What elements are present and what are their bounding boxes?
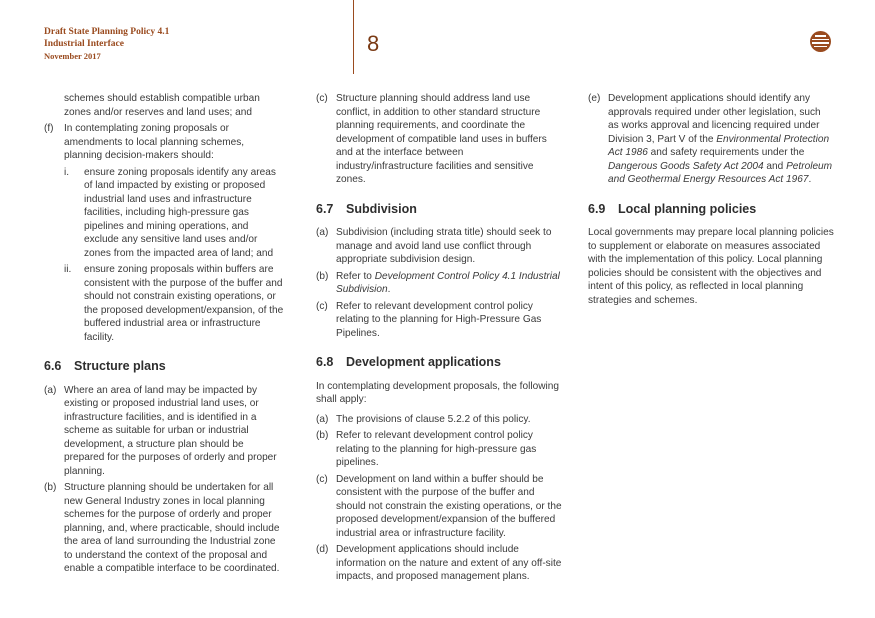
list-item <box>316 226 562 267</box>
list-label: (b) <box>316 430 329 441</box>
list-label: (a) <box>316 227 329 238</box>
list-item-continuation: schemes should establish compatible urban zones and/or reserves and land uses; and <box>64 93 260 118</box>
list-item <box>316 92 562 187</box>
section-title: Development applications <box>346 355 501 369</box>
section-title: Local planning policies <box>618 201 757 216</box>
column-1 <box>44 92 284 579</box>
list-text: ensure zoning proposals identify any areas of land impacted by existing or proposed industrial land uses and infrastructure facilities, including high-pressure gas pipelines and mining operations, and exclude any sensitive land uses and/or zones from the impacted area of land; and <box>84 166 276 259</box>
page-number: 8 <box>367 31 380 56</box>
list-label: (a) <box>316 413 329 425</box>
document-header <box>44 26 169 62</box>
sub-list-item <box>64 263 284 344</box>
list-text: Structure planning should be undertaken for all new General Industry zones in local planning schemes for the purpose of orderly and proper planning, and, where practicable, should include the area of land surrounding the Industrial zone to understand the context of the proposal and enable a compatible interface to be coordinated. <box>64 482 280 574</box>
section-heading <box>588 203 834 217</box>
list-text: Structure planning should address land use conflict, in addition to other standard structure planning requirements, and coordinate the development of compatible land uses in buffers and at the interface between industry/infrastructure facilities and sensitive zones. <box>336 93 547 185</box>
paragraph: Local governments may prepare local planning policies to supplement or elaborate on measures associated with the implementation of this policy. Local planning policies should be consistent with the objectives and intent of this policy, as reflected in local planning strategies and schemes. <box>588 227 834 306</box>
list-text: Development on land within a buffer should be consistent with the purpose of the buffer and should not constrain the existing operations, or the proposed development/expansion of the buffered industrial area or infrastructure facility. <box>336 473 562 539</box>
act-reference: Dangerous Goods Safety Act 2004 <box>608 160 764 172</box>
section-number: 6.9 <box>588 201 606 216</box>
text-run: Development applications should identify any approvals required under other legislation, such as works approval and licencing required under Division 3, Part V of the <box>608 93 821 145</box>
list-text: Development applications should include information on the nature and extent of any off-site impacts, and proposed management plans. <box>336 544 562 582</box>
paragraph: In contemplating development proposals, the following shall apply: <box>316 380 559 405</box>
list-item <box>316 413 562 427</box>
list-label: (e) <box>588 93 601 104</box>
list-label: (d) <box>316 544 329 555</box>
list-text <box>608 92 834 187</box>
list-text: ensure zoning proposals within buffers are consistent with the purpose of the buffer and should not constrain existing operations, or the proposed development/expansion, of the buffered industrial area or infrastructure facility. <box>84 264 284 343</box>
list-text: Refer to relevant development control policy relating to the planning for High-Pressure Gas Pipelines. <box>336 300 542 339</box>
document-date: November 2017 <box>44 51 101 61</box>
section-heading <box>316 203 562 217</box>
policy-reference: Development Control Policy 4.1 Industrial Subdivision <box>336 270 560 295</box>
list-label: (c) <box>316 93 328 104</box>
list-label: ii. <box>64 264 72 275</box>
list-item <box>588 92 834 187</box>
list-text: Where an area of land may be impacted by existing or proposed industrial land uses, or infrastructure facilities, and is identified in a scheme as suitable for urban or industrial development, a structure plan should be prepared for the purposes of orderly and proper planning. <box>64 384 277 477</box>
list-item <box>316 543 562 584</box>
list-label: i. <box>64 166 70 178</box>
sub-list-item <box>64 166 284 261</box>
list-text: In contemplating zoning proposals or amendments to local planning schemes, planning decision-makers should: <box>64 123 245 161</box>
text-run: . <box>808 174 812 185</box>
column-3 <box>588 92 834 313</box>
section-title: Subdivision <box>346 201 417 216</box>
section-number: 6.8 <box>316 355 334 369</box>
list-text: Subdivision (including strata title) should seek to manage and avoid land use conflict through appropriate subdivision design. <box>336 227 552 265</box>
list-label: (f) <box>44 123 54 134</box>
list-label: (b) <box>316 270 329 282</box>
list-label: (a) <box>44 384 57 396</box>
list-item <box>316 300 562 341</box>
document-title: Draft State Planning Policy 4.1 <box>44 27 170 37</box>
list-item <box>316 270 562 297</box>
column-2 <box>316 92 562 587</box>
list-item <box>44 481 284 576</box>
section-heading <box>316 356 562 370</box>
document-subtitle: Industrial Interface <box>44 39 124 49</box>
list-item <box>316 473 562 541</box>
text-run: and safety requirements under the <box>647 147 805 158</box>
act-reference: Environmental Protection Act 1986 <box>608 133 830 158</box>
section-number: 6.6 <box>44 359 62 373</box>
text-run: . <box>387 284 391 295</box>
list-item <box>44 122 284 163</box>
list-label: (c) <box>316 473 328 485</box>
section-title: Structure plans <box>74 359 166 373</box>
list-text <box>336 270 562 297</box>
list-item <box>44 384 284 479</box>
list-text: Refer to relevant development control policy relating to the planning for high-pressure gas pipelines. <box>336 430 537 468</box>
section-number: 6.7 <box>316 201 334 216</box>
section-heading <box>44 360 284 374</box>
header-divider <box>353 0 354 74</box>
government-crest-logo-icon <box>810 31 831 52</box>
text-run: Refer to <box>336 270 375 282</box>
list-text: The provisions of clause 5.2.2 of this policy. <box>336 413 531 425</box>
list-item <box>316 429 562 470</box>
list-label: (c) <box>316 300 328 312</box>
list-label: (b) <box>44 482 57 493</box>
text-run: and <box>763 160 787 172</box>
act-reference: Petroleum and Geothermal Energy Resources Act 1967 <box>608 160 833 185</box>
